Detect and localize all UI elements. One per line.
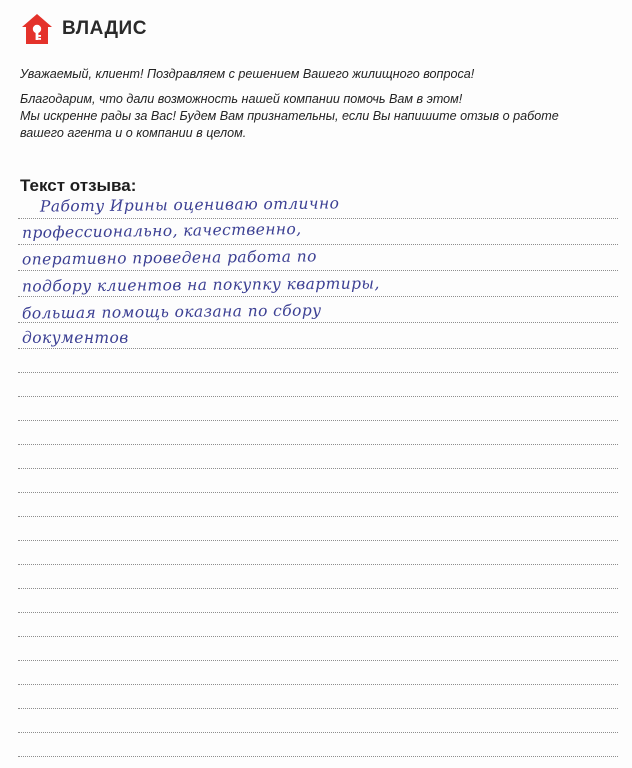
ruled-line [18, 444, 618, 445]
ruled-line [18, 588, 618, 589]
ruled-line [18, 348, 618, 349]
ruled-line [18, 396, 618, 397]
ruled-line [18, 516, 618, 517]
ruled-line [18, 636, 618, 637]
request-text-cont: вашего агента и о компании в целом. [20, 126, 247, 140]
ruled-line [18, 732, 618, 733]
handwritten-line: Работу Ирины оцениваю отлично [39, 194, 340, 216]
ruled-line [18, 540, 618, 541]
ruled-line [18, 244, 618, 245]
ruled-line [18, 420, 618, 421]
ruled-line [18, 492, 618, 493]
request-text: Мы искренне рады за Вас! Будем Вам признательны, если Вы напишите отзыв о работе [20, 109, 559, 123]
handwritten-line: подбору клиентов на покупку квартиры, [21, 274, 380, 296]
ruled-line [18, 296, 618, 297]
handwritten-line: документов [22, 329, 129, 347]
ruled-line [18, 612, 618, 613]
handwritten-line: оперативно проведена работа по [21, 247, 317, 269]
ruled-line [18, 322, 618, 323]
brand-name: ВЛАДИС [62, 18, 147, 39]
ruled-line [18, 468, 618, 469]
ruled-line [18, 270, 618, 271]
ruled-line [18, 218, 618, 219]
greeting-text: Уважаемый, клиент! Поздравляем с решением Вашего жилищного вопроса! [20, 67, 475, 81]
ruled-line [18, 684, 618, 685]
ruled-line [18, 564, 618, 565]
ruled-lines [18, 0, 618, 768]
ruled-line [18, 708, 618, 709]
handwritten-line: профессионально, качественно, [21, 220, 302, 242]
ruled-line [18, 660, 618, 661]
review-heading: Текст отзыва: [20, 176, 137, 195]
handwritten-line: большая помощь оказана по сбору [21, 301, 322, 323]
ruled-line [18, 372, 618, 373]
ruled-line [18, 756, 618, 757]
thanks-text: Благодарим, что дали возможность нашей компании помочь Вам в этом! [20, 92, 463, 106]
